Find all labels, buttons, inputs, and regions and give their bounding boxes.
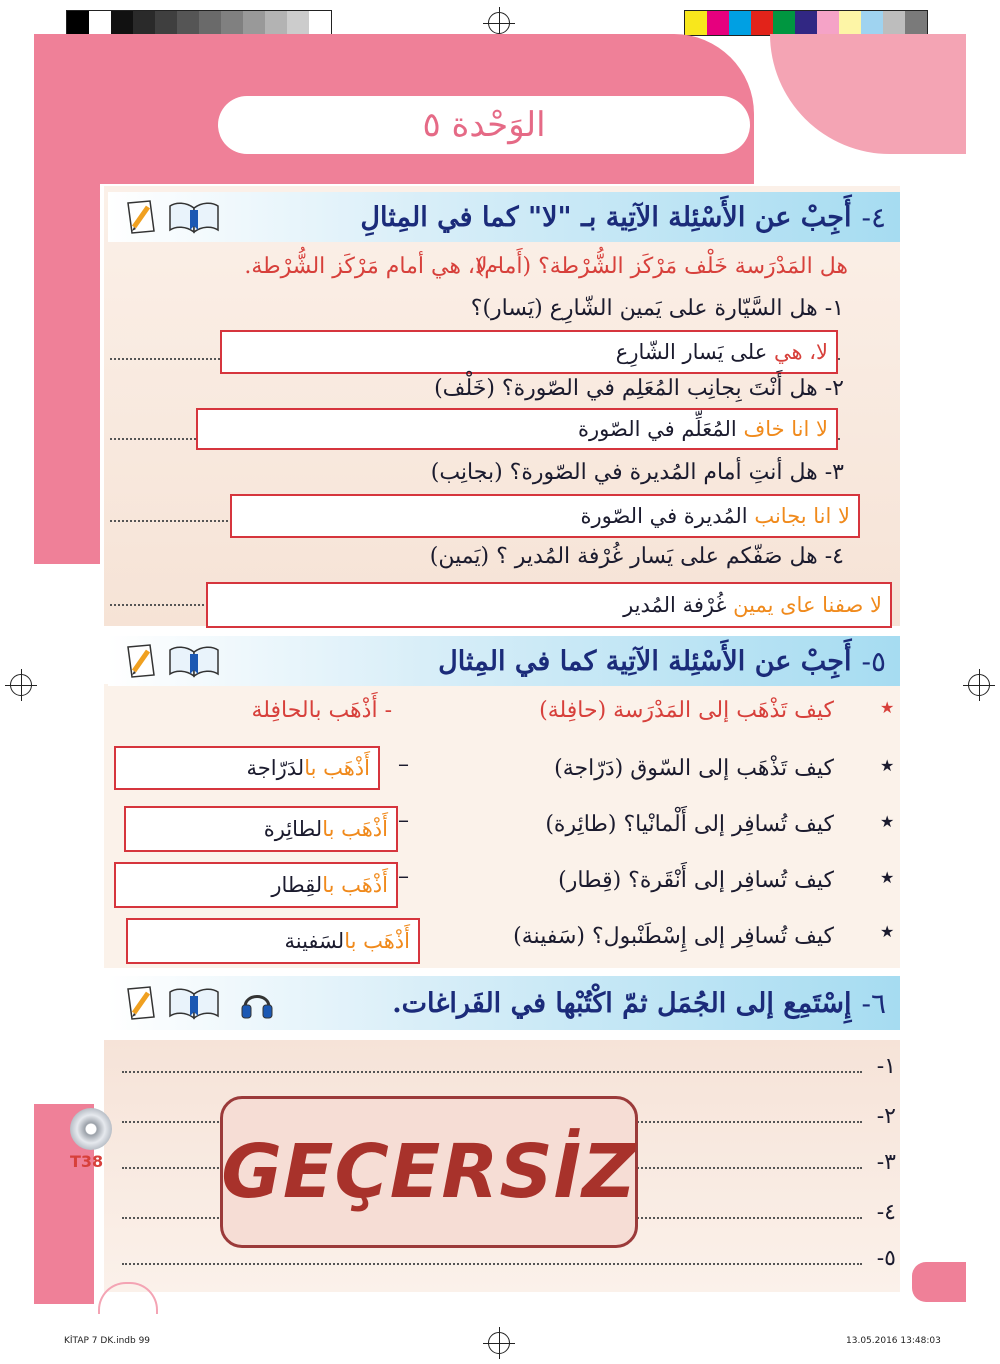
cd-icon <box>70 1108 112 1150</box>
grayscale-color-bar <box>66 10 332 36</box>
open-book-icon <box>168 198 220 236</box>
writing-line-1[interactable]: ١- <box>122 1054 896 1079</box>
answer-dash: – <box>398 752 409 777</box>
exercise4-header <box>108 192 900 242</box>
exercise5-answer-4[interactable] <box>126 918 420 964</box>
pencil-paper-icon <box>122 642 160 680</box>
answer-rest: لدَرّاجة <box>246 756 305 780</box>
footer-file-name: KİTAP 7 DK.indb 99 <box>64 1336 151 1346</box>
answer-lead: أَذْهَب با <box>344 929 410 953</box>
open-book-icon <box>168 642 220 680</box>
exercise5-question-2: كيف تُسافِر إلى أَلْمانْيا؟ (طائِرة) <box>545 812 834 837</box>
registration-mark-top <box>488 12 510 34</box>
answer-lead: لا انا خاف <box>743 417 828 441</box>
right-pink-tab <box>912 1262 966 1302</box>
exercise4-example-answer: - لا، هي أمام مَرْكَز الشُّرْطة. <box>244 254 502 279</box>
answer-rest: غُرْفة المُدير <box>623 593 727 617</box>
answer-rest: على يَسار الشّارِع <box>615 340 768 364</box>
cmyk-color-bar <box>684 10 928 36</box>
exercise5-number: ٥- <box>861 644 886 678</box>
exercise6-title: إِسْتَمِع إلى الجُمَل ثمّ اكْتُبْها في الفَراغات. <box>392 987 852 1019</box>
exercise5-title: أَجِبْ عن الأَسْئِلة الآتِية كما في المِثال <box>438 645 852 677</box>
writing-line-4[interactable]: ٤- <box>122 1200 896 1225</box>
left-pink-band <box>34 34 100 564</box>
pencil-paper-icon <box>122 984 160 1022</box>
exercise5-question-1: كيف تَذْهَب إلى السّوق (دَرّاجة) <box>554 756 834 781</box>
exercise5-example-answer: - أَذْهَب بالحافِلة <box>251 698 392 723</box>
cd-track-label: T38 <box>70 1152 104 1171</box>
exercise4-answer-1[interactable] <box>220 330 838 374</box>
writing-line-2[interactable]: ٢- <box>122 1104 896 1129</box>
exercise4-question-3: ٣- هل أنتِ أمام المُديرة في الصّورة؟ (بجانِب) <box>430 460 844 485</box>
exercise6-header <box>108 976 900 1030</box>
exercise4-question-1: ١- هل السَّيّارة على يَمين الشّارِع (يَسار)؟ <box>470 296 844 321</box>
exercise4-answer-2[interactable] <box>196 408 838 450</box>
answer-lead: أَذْهَب با <box>322 817 388 841</box>
exercise4-title: أَجِبْ عن الأَسْئِلة الآتِية بـ "لا" كما في المِثالِ <box>360 201 852 233</box>
exercise6-number: ٦- <box>861 986 886 1020</box>
exercise4-answer-3[interactable] <box>230 494 860 538</box>
exercise4-example-question: هل المَدْرَسة خَلْف مَرْكَز الشُّرْطة؟ (أَمام) <box>475 254 848 279</box>
exercise4-question-4: ٤- هل صَفّكم على يَسار غُرْفة المُدير ؟ (يَمين) <box>429 544 844 569</box>
answer-rest: لسَفينة <box>284 929 345 953</box>
star-bullet: ★ <box>880 698 895 717</box>
exercise5-answer-1[interactable] <box>114 746 380 790</box>
star-bullet: ★ <box>880 812 895 831</box>
exercise5-header <box>108 636 900 686</box>
answer-lead: لا انا بجانب <box>754 504 850 528</box>
writing-line-3[interactable]: ٣- <box>122 1150 896 1175</box>
registration-mark-right <box>968 674 990 696</box>
exercise5-answer-3[interactable] <box>114 862 398 908</box>
star-bullet: ★ <box>880 756 895 775</box>
answer-lead: لا صفنا عاى يمين <box>733 593 882 617</box>
pencil-paper-icon <box>122 198 160 236</box>
star-bullet: ★ <box>880 868 895 887</box>
invalid-stamp: GEÇERSİZ <box>220 1096 638 1248</box>
answer-dash: – <box>398 864 409 889</box>
writing-line-5[interactable]: ٥- <box>122 1246 896 1271</box>
answer-lead: لا، هي <box>773 340 828 364</box>
answer-rest: المُعَلِّم في الصّورة <box>577 417 737 441</box>
answer-rest: المُديرة في الصّورة <box>580 504 748 528</box>
registration-mark-left <box>10 674 32 696</box>
answer-lead: أَذْهَب با <box>322 873 388 897</box>
footer-timestamp: 13.05.2016 13:48:03 <box>846 1336 941 1346</box>
registration-mark-bottom <box>488 1332 510 1354</box>
star-bullet: ★ <box>880 922 895 941</box>
exercise4-answer-4[interactable] <box>206 582 892 628</box>
answer-lead: أَذْهَب با <box>304 756 370 780</box>
exercise4-question-2: ٢- هل أَنْتَ بِجانِب المُعَلِم في الصّورة؟ (خَلْف) <box>434 376 844 401</box>
open-book-icon <box>168 984 220 1022</box>
exercise5-example-question: كيف تَذْهَب إلى المَدْرَسة (حافِلة) <box>539 698 834 723</box>
unit-title: الوَحْدة ٥ <box>218 96 750 154</box>
answer-dash: – <box>398 808 409 833</box>
exercise5-answer-2[interactable] <box>124 806 398 852</box>
answer-rest: لقِطار <box>271 873 323 897</box>
header-pink-blob <box>770 34 966 154</box>
answer-rest: لطائِرة <box>263 817 323 841</box>
exercise5-question-4: كيف تُسافِر إلى إِسْطَنْبول؟ (سَفينة) <box>513 924 834 949</box>
headphones-icon <box>238 984 276 1022</box>
exercise4-number: ٤- <box>861 200 886 234</box>
exercise5-question-3: كيف تُسافِر إلى أَنْقَرة؟ (قِطار) <box>558 868 834 893</box>
